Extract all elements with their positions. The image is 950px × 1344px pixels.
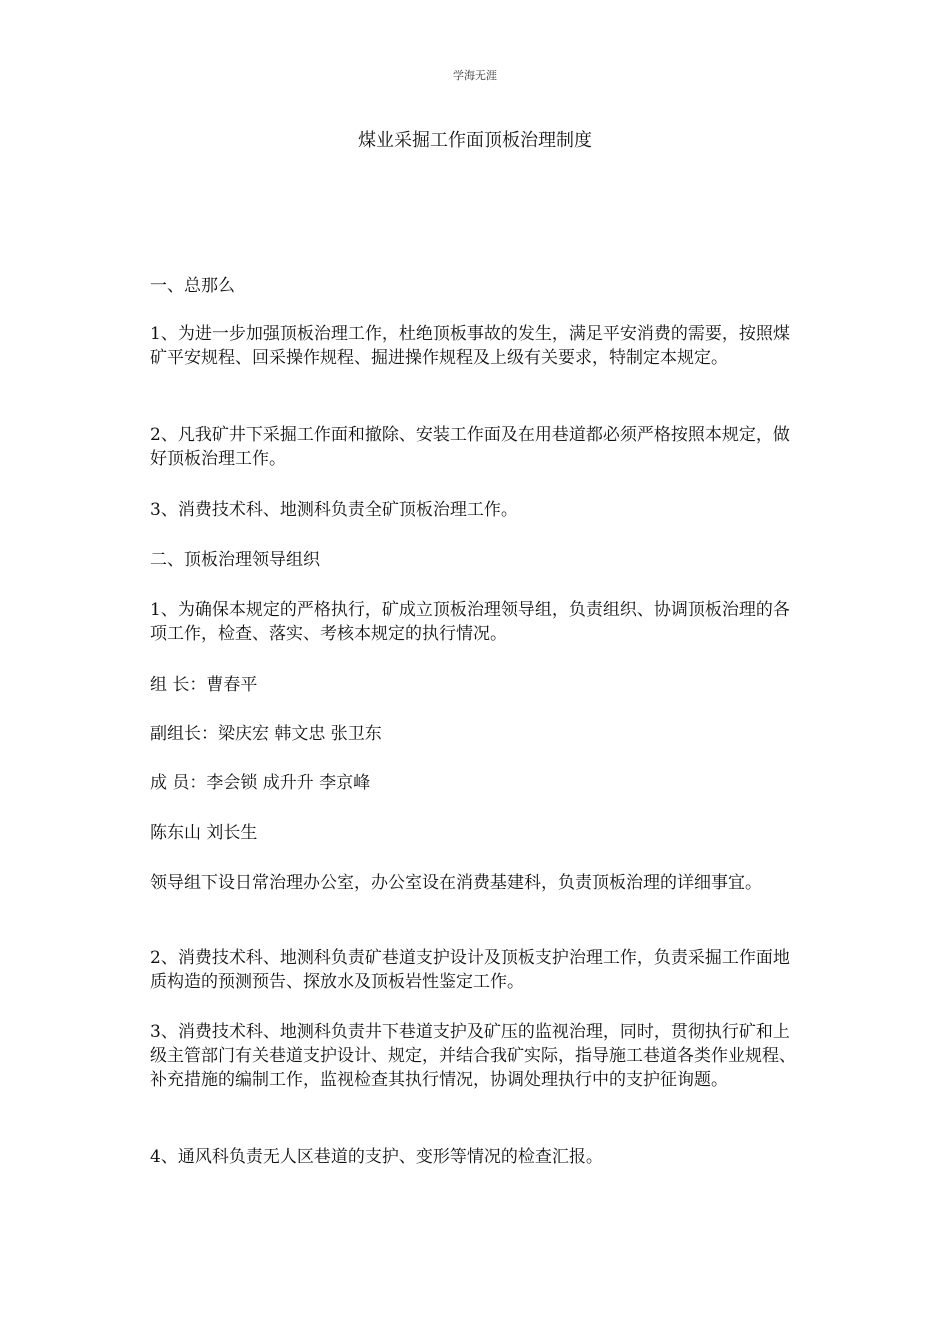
member-line: 陈东山 刘长生 — [150, 823, 258, 843]
member-line: 成 员：李会锁 成升升 李京峰 — [150, 773, 371, 793]
member-line: 组 长：曹春平 — [150, 675, 258, 695]
paragraph: 1、为进一步加强顶板治理工作，杜绝顶板事故的发生，满足平安消费的需要，按照煤矿平安规程、回采操作规程、掘进操作规程及上级有关要求，特制定本规定。 — [150, 324, 790, 368]
document-title: 煤业采掘工作面顶板治理制度 — [358, 130, 592, 151]
paragraph: 4、通风科负责无人区巷道的支护、变形等情况的检查汇报。 — [150, 1147, 603, 1167]
paragraph: 3、消费技术科、地测科负责全矿顶板治理工作。 — [150, 500, 518, 520]
paragraph: 2、凡我矿井下采掘工作面和撤除、安装工作面及在用巷道都必须严格按照本规定，做好顶板治理工作。 — [150, 425, 790, 469]
running-head: 学海无涯 — [453, 69, 497, 82]
paragraph: 领导组下设日常治理办公室，办公室设在消费基建科，负责顶板治理的详细事宜。 — [150, 873, 762, 893]
paragraph: 1、为确保本规定的严格执行，矿成立顶板治理领导组，负责组织、协调顶板治理的各项工作，检查、落实、考核本规定的执行情况。 — [150, 600, 790, 644]
member-line: 副组长：梁庆宏 韩文忠 张卫东 — [150, 724, 382, 744]
section-heading: 一、总那么 — [150, 276, 235, 296]
paragraph: 2、消费技术科、地测科负责矿巷道支护设计及顶板支护治理工作，负责采掘工作面地质构造的预测预告、探放水及顶板岩性鉴定工作。 — [150, 948, 790, 992]
section-heading: 二、顶板治理领导组织 — [150, 550, 320, 570]
paragraph: 3、消费技术科、地测科负责井下巷道支护及矿压的监视治理，同时，贯彻执行矿和上级主管部门有关巷道支护设计、规定，并结合我矿实际，指导施工巷道各类作业规程、补充措施的编制工作，监视检查其执行情况，协调处理执行中的支护征询题。 — [150, 1022, 796, 1090]
